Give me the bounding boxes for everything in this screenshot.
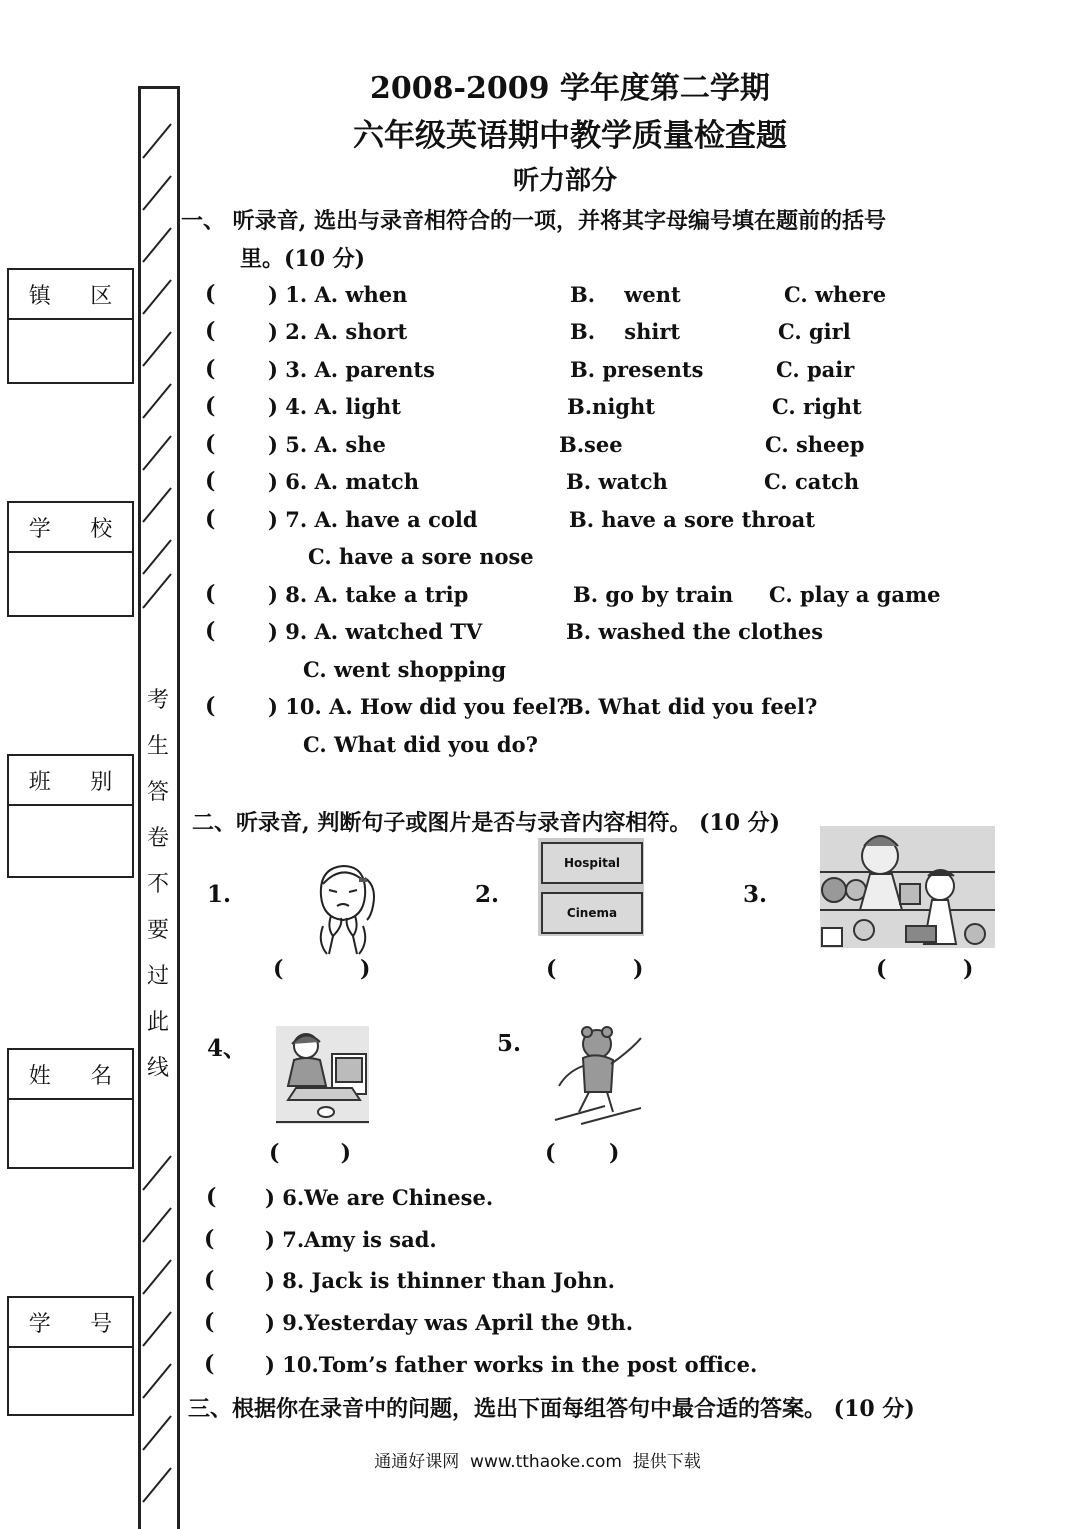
notice-char: 不 (146, 872, 169, 897)
question-1-b: B. went (570, 282, 681, 307)
field-label-char: 学 (28, 1311, 51, 1337)
notice-char: 生 (146, 734, 169, 759)
question-8-a: ) 8. A. take a trip (268, 582, 469, 607)
answer-paren[interactable]: ( (204, 1267, 215, 1293)
field-label-char: 名 (90, 1063, 113, 1089)
town-field (7, 268, 134, 384)
question-8-c: C. play a game (769, 582, 941, 607)
hospital-sign: Hospital (541, 842, 643, 884)
picture-1-answer-paren[interactable]: ( ) (273, 956, 371, 982)
question-4-c: C. right (772, 394, 862, 419)
picture-label-1: 1. (207, 881, 232, 908)
sentence-6: ) 6.We are Chinese. (265, 1185, 494, 1210)
sentence-10: ) 10.Tom’s father works in the post office. (265, 1352, 758, 1377)
question-3-c: C. pair (776, 357, 855, 382)
question-10-a: ) 10. A. How did you feel? (268, 694, 569, 719)
question-10-b: B. What did you feel? (566, 694, 818, 719)
name-field (7, 1048, 134, 1169)
field-label-char: 号 (90, 1311, 113, 1337)
question-5-b: B.see (559, 432, 623, 457)
page-title-exam: 六年级英语期中教学质量检查题 (353, 118, 787, 154)
person-at-computer-image (276, 1026, 369, 1124)
picture-label-4: 4、 (207, 1035, 247, 1062)
girl-sore-throat-image (293, 856, 379, 956)
picture-label-5: 5. (497, 1030, 522, 1057)
answer-paren[interactable]: ( (205, 618, 216, 644)
field-label-char: 别 (90, 769, 113, 795)
section1-heading: 一、 听录音, 选出与录音相符合的一项，并将其字母编号填在题前的括号 (181, 208, 886, 234)
answer-paren[interactable]: ( (205, 318, 216, 344)
question-4-a: ) 4. A. light (268, 394, 402, 419)
question-1-c: C. where (784, 282, 887, 307)
footer-credit: 通通好课网 www.tthaoke.com 提供下载 (374, 1452, 701, 1472)
answer-paren[interactable]: ( (205, 506, 216, 532)
answer-paren[interactable]: ( (205, 468, 216, 494)
field-label-char: 学 (28, 516, 51, 542)
notice-char: 线 (146, 1056, 169, 1081)
question-3-a: ) 3. A. parents (268, 357, 435, 382)
notice-char: 答 (146, 780, 169, 805)
section1-heading-cont: 里。(10 分) (240, 246, 366, 272)
field-label-char: 区 (90, 283, 113, 309)
question-9-c: C. went shopping (303, 657, 507, 682)
picture-2-answer-paren[interactable]: ( ) (546, 956, 644, 982)
picture-5-answer-paren[interactable]: ( ) (545, 1140, 620, 1166)
question-9-b: B. washed the clothes (566, 619, 824, 644)
answer-paren[interactable]: ( (206, 1184, 217, 1210)
question-5-a: ) 5. A. she (268, 432, 386, 457)
student-number-field (7, 1296, 134, 1416)
question-10-c: C. What did you do? (303, 732, 538, 757)
school-field (7, 501, 134, 617)
question-2-a: ) 2. A. short (268, 319, 408, 344)
picture-label-3: 3. (743, 881, 768, 908)
question-1-a: ) 1. A. when (268, 282, 408, 307)
do-not-cross-line-notice (145, 678, 171, 1092)
field-label-char: 班 (28, 769, 51, 795)
hospital-cinema-signs-image (538, 838, 644, 936)
picture-4-answer-paren[interactable]: ( ) (269, 1140, 352, 1166)
answer-paren[interactable]: ( (205, 693, 216, 719)
question-7-c: C. have a sore nose (308, 544, 534, 569)
notice-char: 考 (146, 688, 169, 713)
cinema-sign: Cinema (541, 892, 643, 934)
section3-heading: 三、根据你在录音中的问题，选出下面每组答句中最合适的答案。 (10 分) (188, 1396, 915, 1422)
skiing-bear-image (545, 1020, 648, 1126)
field-label-char: 姓 (28, 1063, 51, 1089)
section2-heading: 二、听录音, 判断句子或图片是否与录音内容相符。 (10 分) (192, 810, 781, 836)
question-8-b: B. go by train (573, 582, 734, 607)
answer-paren[interactable]: ( (204, 1226, 215, 1252)
sentence-8: ) 8. Jack is thinner than John. (265, 1268, 615, 1293)
class-field (7, 754, 134, 878)
answer-paren[interactable]: ( (205, 281, 216, 307)
answer-paren[interactable]: ( (205, 431, 216, 457)
page-title-year: 2008-2009 学年度第二学期 (370, 71, 770, 106)
picture-3-answer-paren[interactable]: ( ) (876, 956, 974, 982)
question-9-a: ) 9. A. watched TV (268, 619, 483, 644)
question-5-c: C. sheep (765, 432, 865, 457)
question-6-a: ) 6. A. match (268, 469, 419, 494)
answer-paren[interactable]: ( (204, 1309, 215, 1335)
notice-char: 卷 (146, 826, 169, 851)
question-2-b: B. shirt (570, 319, 681, 344)
notice-char: 过 (146, 964, 169, 989)
answer-paren[interactable]: ( (205, 581, 216, 607)
answer-paren[interactable]: ( (205, 393, 216, 419)
sentence-7: ) 7.Amy is sad. (265, 1227, 437, 1252)
notice-char: 要 (146, 918, 169, 943)
field-label-char: 镇 (28, 283, 51, 309)
field-label-char: 校 (90, 516, 113, 542)
question-4-b: B.night (567, 394, 655, 419)
notice-char: 此 (146, 1010, 169, 1035)
question-7-b: B. have a sore throat (569, 507, 815, 532)
sentence-9: ) 9.Yesterday was April the 9th. (265, 1310, 634, 1335)
question-7-a: ) 7. A. have a cold (268, 507, 478, 532)
answer-paren[interactable]: ( (205, 356, 216, 382)
question-6-b: B. watch (566, 469, 668, 494)
picture-label-2: 2. (475, 881, 500, 908)
toy-shop-image (820, 826, 995, 948)
answer-paren[interactable]: ( (204, 1351, 215, 1377)
question-2-c: C. girl (778, 319, 851, 344)
question-6-c: C. catch (764, 469, 860, 494)
question-3-b: B. presents (570, 357, 704, 382)
page-subtitle-listening: 听力部分 (512, 166, 617, 196)
